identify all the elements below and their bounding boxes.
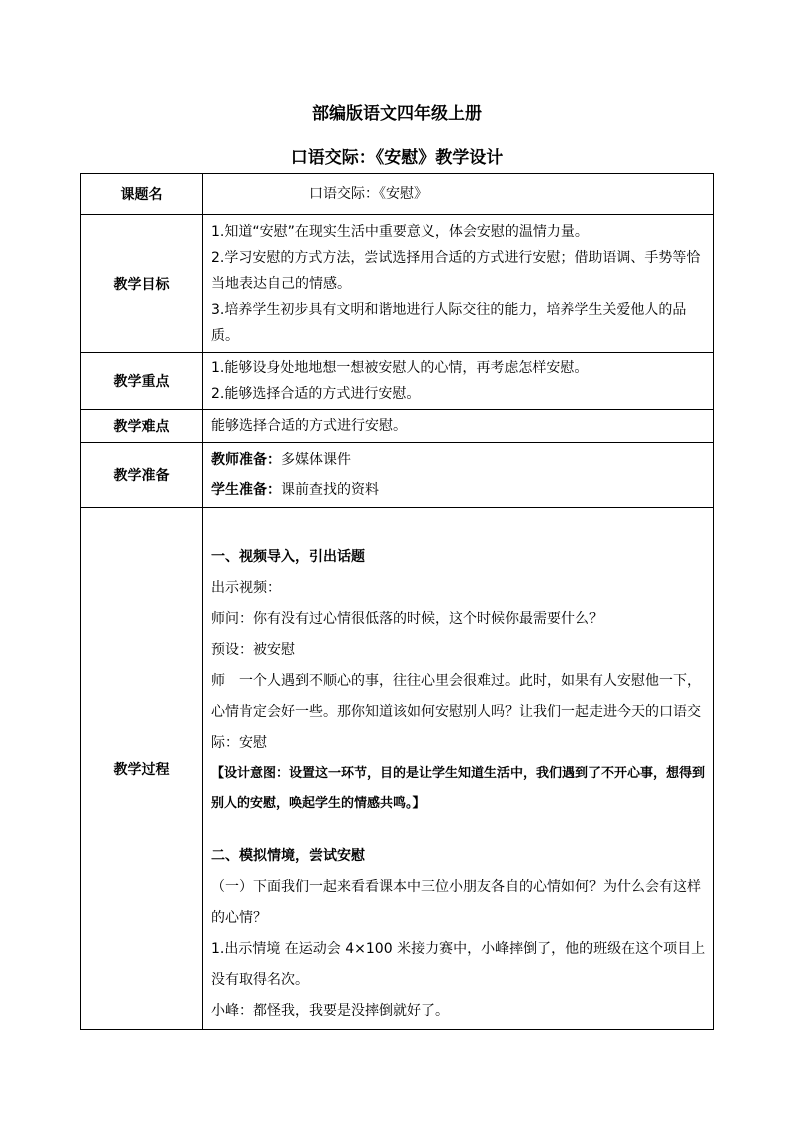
row-goals	[81, 215, 714, 353]
student-prep-label: 学生准备：	[211, 482, 281, 498]
section2-title: 二、模拟情境，尝试安慰	[211, 848, 365, 864]
row-process	[81, 508, 714, 1030]
design-intent-label: 【设计意图：	[211, 766, 290, 781]
process-line: 1.出示情境 在运动会 4×100 米接力赛中，小峰摔倒了，他的班级在这个项目上没有取得名次。	[211, 941, 706, 988]
row-key-points	[81, 353, 714, 410]
teacher-prep-value: 多媒体课件	[281, 452, 351, 468]
design-intent-text: 设置这一环节，目的是让学生知道生活中，我们遇到了不开心事，想得到别人的安慰，唤起学生的情感共鸣。】	[211, 766, 706, 811]
topic-label: 课题名	[81, 174, 203, 215]
process-line: （一）下面我们一起来看看课本中三位小朋友各自的心情如何？为什么会有这样的心情？	[211, 879, 701, 926]
process-label: 教学过程	[81, 508, 203, 1030]
design-intent	[211, 759, 707, 819]
goal-item: 2.学习安慰的方式方法，尝试选择用合适的方式进行安慰；借助语调、手势等恰当地表达自己的情感。	[211, 249, 701, 292]
goal-item: 3.培养学生初步具有文明和谐地进行人际交往的能力，培养学生关爱他人的品质。	[211, 301, 687, 344]
preparation-value	[203, 443, 714, 508]
teacher-prep-label: 教师准备：	[211, 452, 281, 468]
row-preparation	[81, 443, 714, 508]
process-line: 师问：你有没有过心情很低落的时候，这个时候你最需要什么？	[211, 611, 603, 627]
process-line: 小峰：都怪我，我要是没摔倒就好了。	[211, 1003, 449, 1019]
topic-value	[203, 174, 714, 215]
document-subtitle: 口语交际：《安慰》教学设计	[290, 148, 504, 168]
goal-item: 1.知道“安慰”在现实生活中重要意义，体会安慰的温情力量。	[211, 223, 589, 240]
topic-text: 口语交际：《安慰》	[309, 186, 428, 202]
process-line: 师 一个人遇到不顺心的事，往往心里会很难过。此时，如果有人安慰他一下，心情肯定会好一些。那你知道该如何安慰别人吗？让我们一起走进今天的口语交际：安慰	[211, 673, 701, 751]
document-title: 部编版语文四年级上册	[312, 104, 482, 124]
section1-title: 一、视频导入，引出话题	[211, 549, 365, 565]
preparation-label: 教学准备	[81, 443, 203, 508]
process-line: 出示视频：	[211, 580, 281, 596]
key-point-item: 1.能够设身处地地想一想被安慰人的心情，再考虑怎样安慰。	[211, 360, 589, 376]
difficulties-label: 教学难点	[81, 410, 203, 443]
goals-label: 教学目标	[81, 215, 203, 353]
teacher-preparation	[211, 447, 707, 473]
student-preparation	[211, 477, 707, 503]
process-line: 预设：被安慰	[211, 642, 295, 658]
process-value	[203, 508, 714, 1030]
key-points-label: 教学重点	[81, 353, 203, 410]
key-point-item: 2.能够选择合适的方式进行安慰。	[211, 386, 421, 402]
row-topic	[81, 174, 714, 215]
goals-value	[203, 215, 714, 353]
lesson-plan-table	[80, 173, 714, 1030]
difficulties-value: 能够选择合适的方式进行安慰。	[203, 410, 714, 443]
row-difficulties	[81, 410, 714, 443]
key-points-value	[203, 353, 714, 410]
student-prep-value: 课前查找的资料	[281, 482, 379, 498]
